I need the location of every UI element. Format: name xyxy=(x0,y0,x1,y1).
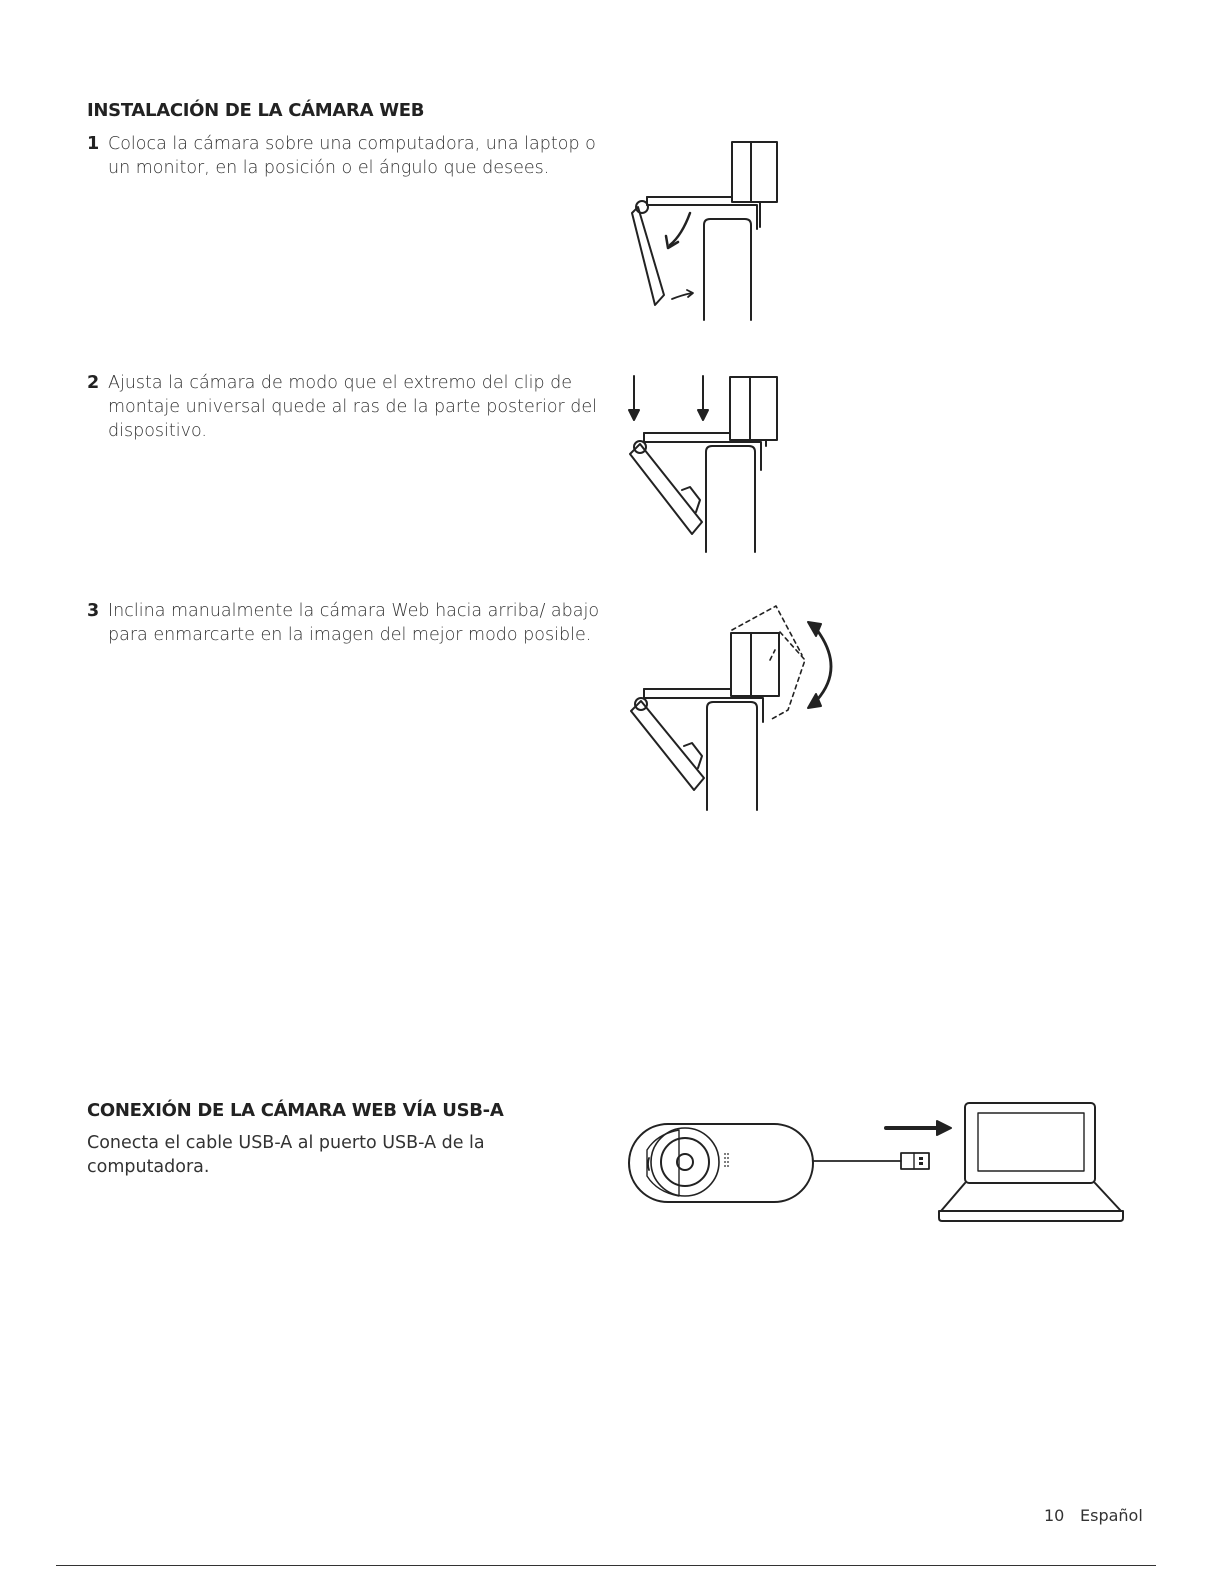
footer-language: Español xyxy=(1080,1506,1143,1525)
install-section-title: INSTALACIÓN DE LA CÁMARA WEB xyxy=(87,100,425,121)
usb-connection-illustration xyxy=(625,1100,1130,1230)
step-text: Coloca la cámara sobre una computadora, una laptop o un monitor, en la posición o el ángulo que desees. xyxy=(108,134,596,178)
install-step-3 xyxy=(87,599,607,647)
connect-instructions: Conecta el cable USB-A al puerto USB-A de la computadora. xyxy=(87,1133,485,1177)
clip-back xyxy=(632,207,664,305)
mount-placement-illustration xyxy=(620,135,820,330)
tilt-arrow-icon xyxy=(808,622,831,708)
tilt-illustration xyxy=(620,600,850,815)
camera-body xyxy=(732,142,777,202)
clip-adjust-illustration xyxy=(620,372,820,557)
monitor-edge xyxy=(707,702,757,810)
step-number: 1 xyxy=(87,134,100,154)
footer-divider xyxy=(56,1565,1156,1566)
webcam-front-icon xyxy=(629,1124,813,1202)
laptop-icon xyxy=(939,1103,1123,1221)
step-text: Inclina manualmente la cámara Web hacia arriba/ abajo para enmarcarte en la imagen del mejor modo posible. xyxy=(108,601,600,645)
right-arrow-icon xyxy=(886,1121,951,1135)
camera-body xyxy=(730,377,777,440)
connect-section-title: CONEXIÓN DE LA CÁMARA WEB VÍA USB-A xyxy=(87,1100,504,1121)
install-step-1 xyxy=(87,132,607,180)
clip-arm xyxy=(647,205,757,229)
down-arrow-icon xyxy=(629,376,639,420)
monitor-edge xyxy=(704,219,751,320)
step-number: 2 xyxy=(87,373,100,393)
step-number: 3 xyxy=(87,601,100,621)
camera-body xyxy=(731,633,779,696)
install-step-2 xyxy=(87,371,607,443)
down-arrow-icon xyxy=(698,376,708,420)
monitor-edge xyxy=(706,446,755,552)
step-text: Ajusta la cámara de modo que el extremo del clip de montaje universal quede al ras de la parte posterior del dispositivo. xyxy=(108,373,598,441)
page-number: 10 xyxy=(1044,1506,1065,1525)
usb-plug-icon xyxy=(901,1153,929,1169)
